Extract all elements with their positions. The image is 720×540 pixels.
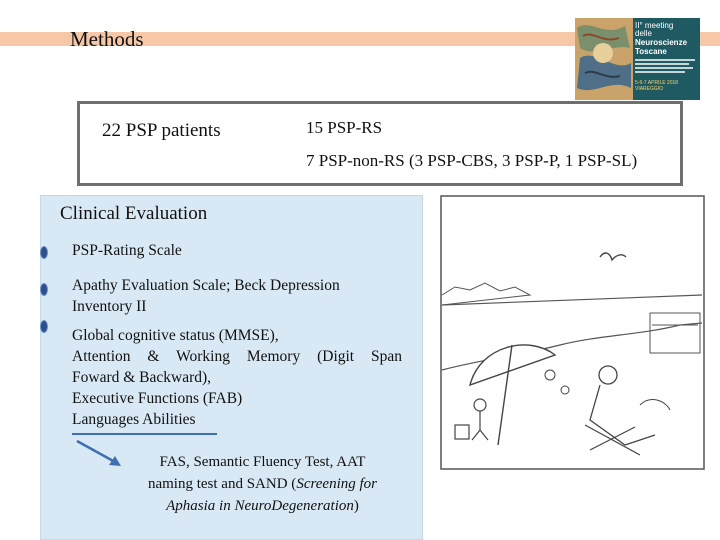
item3-line1: Global cognitive status (MMSE), [72,327,279,344]
tests-line2-italic: Screening for [296,476,377,492]
logo-line-1: II° meeting [635,21,674,30]
tests-line3-close: ) [353,498,359,514]
item3-line2: Attention & Working Memory (Digit Span [72,348,402,365]
tests-line3 [120,495,405,517]
bullet-icon [40,283,48,296]
item2-line1: Apathy Evaluation Scale; Beck Depression [72,277,340,294]
page-title: Methods [70,27,144,51]
tests-line1: FAS, Semantic Fluency Test, AAT [159,454,366,470]
language-tests [120,451,405,517]
item2-line2: Inventory II [72,298,147,315]
bullet-icon [40,320,48,333]
subgroup-rs: 15 PSP-RS [306,118,383,137]
bullet-icon [40,246,48,259]
beach-scene-picture-icon [440,195,705,470]
item-apathy-depression [72,275,392,317]
patients-box [77,101,683,186]
tests-line3-italic: Aphasia in NeuroDegeneration [166,498,354,514]
item3-line5: Languages Abilities [72,411,196,428]
arrow-down-right-icon [75,438,125,470]
logo-fine-print [635,59,699,73]
tests-line2 [120,473,405,495]
logo-date: 5-6-7 APRILE 2018 VIAREGGIO [635,80,679,92]
item-psp-rating [72,240,182,261]
tests-line2-plain: naming test and SAND ( [147,476,297,492]
subgroup-non-rs: 7 PSP-non-RS (3 PSP-CBS, 3 PSP-P, 1 PSP-SL) [306,151,638,170]
item-psp-rating-text: PSP-Rating Scale [72,242,182,259]
logo-line-2: delle [635,29,652,38]
conference-logo [575,18,700,100]
clinical-evaluation-title: Clinical Evaluation [60,203,208,224]
logo-line-4: Toscane [635,47,667,56]
patients-count: 22 PSP patients [102,120,221,141]
languages-underline [72,433,217,435]
item-cognitive [72,325,402,430]
item3-line3: Foward & Backward), [72,369,212,386]
item3-line4: Executive Functions (FAB) [72,390,243,407]
logo-line-3: Neuroscienze [635,38,688,47]
